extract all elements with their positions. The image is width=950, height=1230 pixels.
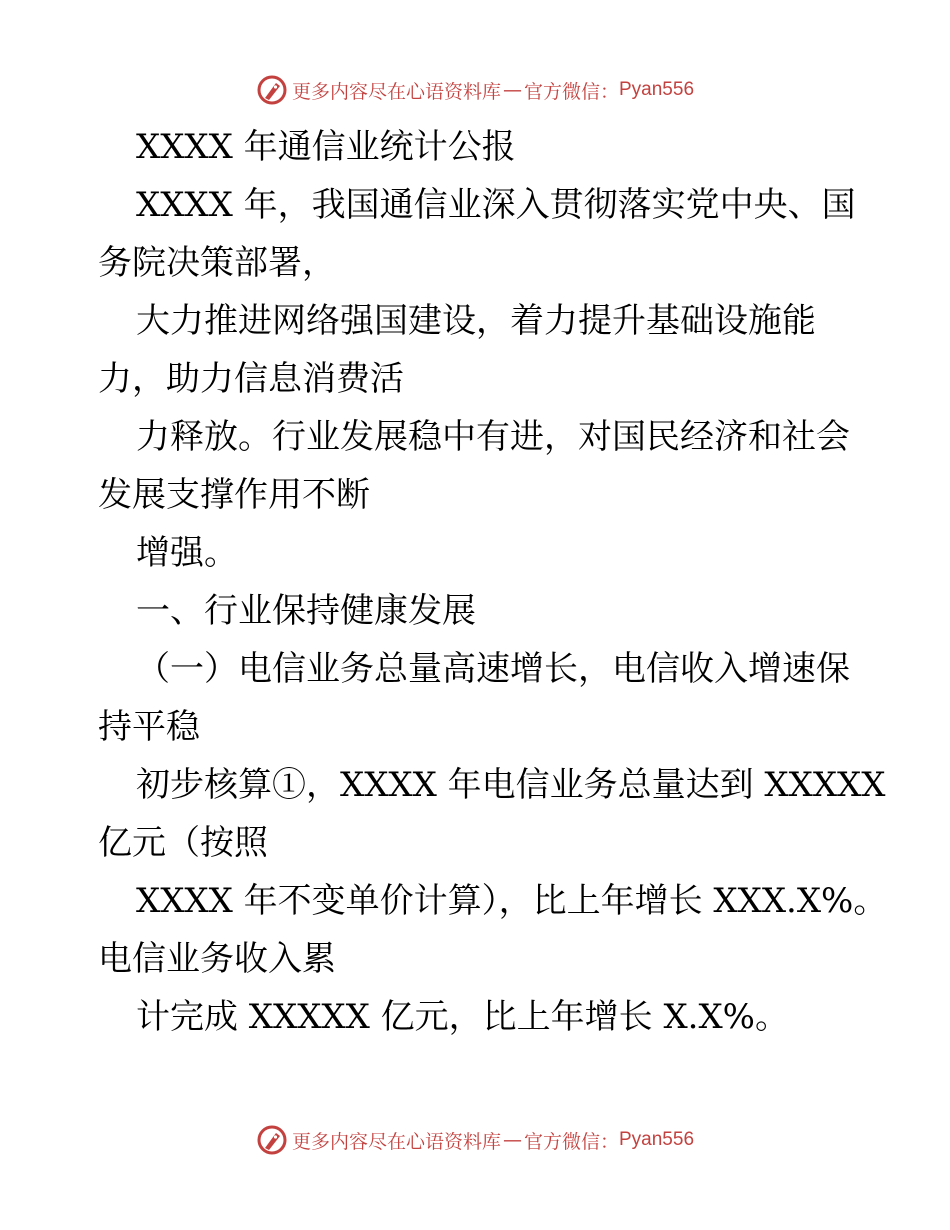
doc-line: 亿元（按照 xyxy=(98,823,268,863)
doc-line: 持平稳 xyxy=(98,707,200,747)
doc-line: 力，助力信息消费活 xyxy=(98,359,404,399)
doc-title: XXXX 年通信业统计公报 xyxy=(136,127,516,167)
banner-wechat-id: Pyan556 xyxy=(619,79,695,100)
doc-line: 大力推进网络强国建设，着力提升基础设施能 xyxy=(136,301,816,341)
doc-line: 发展支撑作用不断 xyxy=(98,475,370,515)
banner-text: 更多内容尽在心语资料库 xyxy=(291,1130,501,1153)
banner-wechat-label: 官方微信： xyxy=(523,80,619,103)
doc-line: XXXX 年，我国通信业深入贯彻落实党中央、国 xyxy=(136,185,856,225)
footer-watermark-banner xyxy=(0,1120,950,1160)
banner-separator: — xyxy=(502,1129,522,1151)
doc-line: 增强。 xyxy=(136,533,238,573)
subsection-heading: （一）电信业务总量高速增长，电信收入增速保 xyxy=(136,649,850,689)
doc-line: 务院决策部署， xyxy=(98,243,336,283)
banner-wechat-id: Pyan556 xyxy=(619,1129,695,1150)
section-heading: 一、行业保持健康发展 xyxy=(136,591,476,631)
doc-line: 计完成 XXXXX 亿元，比上年增长 X.X%。 xyxy=(136,997,789,1037)
banner-separator: — xyxy=(502,79,522,101)
banner-text: 更多内容尽在心语资料库 xyxy=(291,80,501,103)
doc-line: 电信业务收入累 xyxy=(98,939,336,979)
pen-nib-logo-icon xyxy=(256,74,288,106)
doc-line: XXXX 年不变单价计算），比上年增长 XXX.X%。 xyxy=(136,881,888,921)
doc-line: 力释放。行业发展稳中有进，对国民经济和社会 xyxy=(136,417,850,457)
doc-line: 初步核算①，XXXX 年电信业务总量达到 XXXXX xyxy=(136,765,886,805)
header-watermark-banner xyxy=(0,70,950,110)
banner-wechat-label: 官方微信： xyxy=(523,1130,619,1153)
pen-nib-logo-icon xyxy=(256,1124,288,1156)
document-body xyxy=(98,118,898,1046)
